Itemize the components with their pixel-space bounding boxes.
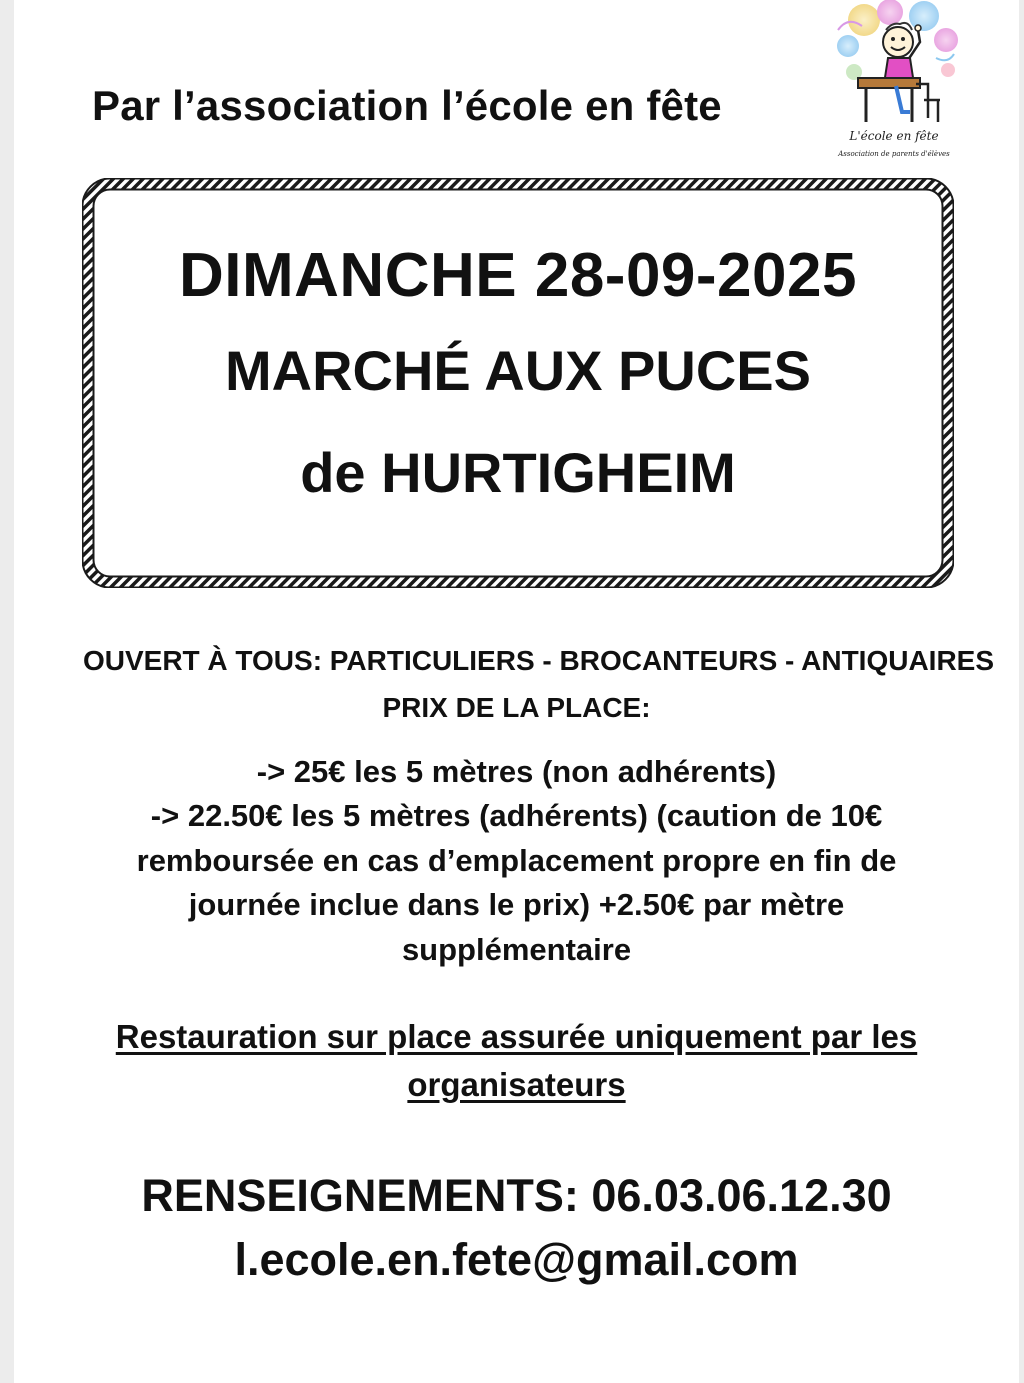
event-name: MARCHÉ AUX PUCES xyxy=(225,339,811,402)
flyer-page xyxy=(14,0,1019,1383)
price-line: journée inclue dans le prix) +2.50€ par mètre xyxy=(188,887,845,922)
child-at-desk-icon xyxy=(824,0,964,165)
event-date: DIMANCHE 28-09-2025 xyxy=(179,241,857,310)
catering-notice: Restauration sur place assurée uniquement par les xyxy=(115,1018,918,1055)
price-line: remboursée en cas d’emplacement propre en fin de xyxy=(136,843,897,878)
logo-name: L'école en fête xyxy=(849,129,939,143)
contact-email[interactable]: l.ecole.en.fete@gmail.com xyxy=(234,1234,799,1285)
association-title: Par l’association l’école en fête xyxy=(92,82,722,129)
catering-notice: organisateurs xyxy=(407,1066,626,1103)
price-line: -> 25€ les 5 mètres (non adhérents) xyxy=(256,754,777,789)
price-title: PRIX DE LA PLACE: xyxy=(382,692,651,723)
logo-tagline: Association de parents d'élèves xyxy=(838,150,950,158)
event-location: de HURTIGHEIM xyxy=(300,441,736,504)
price-line: -> 22.50€ les 5 mètres (adhérents) (caution de 10€ xyxy=(150,798,883,833)
price-line: supplémentaire xyxy=(401,932,632,967)
open-to-line: OUVERT À TOUS: PARTICULIERS - BROCANTEURS - ANTIQUAIRES xyxy=(82,645,995,676)
contact-phone: RENSEIGNEMENTS: 06.03.06.12.30 xyxy=(141,1170,892,1221)
